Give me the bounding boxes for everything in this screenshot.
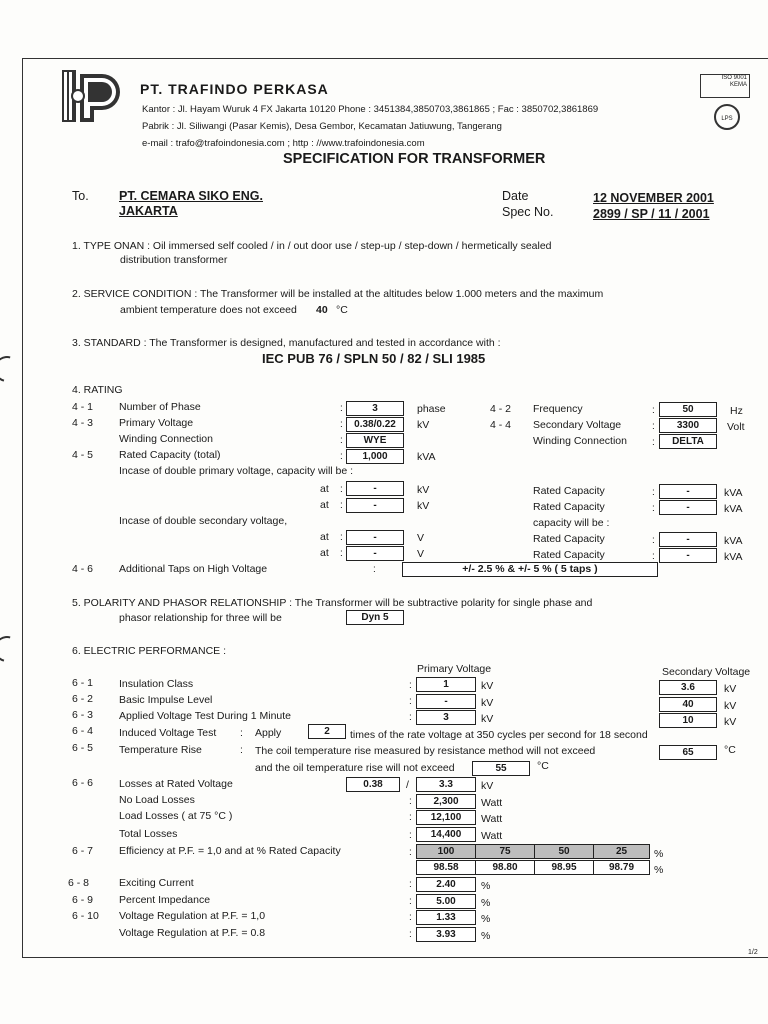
no-load-losses-value: 2,300 [416,794,476,809]
unit: % [481,930,491,942]
capacity-percent: 75 [475,844,535,859]
colon: : [340,403,343,414]
primary-voltage-value: 0.38/0.22 [346,417,404,432]
unit: kV [481,780,494,792]
cert-label: LPS [721,116,733,122]
unit: % [654,864,664,876]
unit: kV [481,697,494,709]
colon: : [409,712,412,723]
row-number: 4 - 1 [72,401,94,413]
spec-label: Spec No. [502,205,554,219]
empty-value: - [659,484,717,499]
colon: : [340,435,343,446]
row-label: Total Losses [119,828,178,840]
unit: Watt [481,830,503,842]
secondary-winding-value: DELTA [659,434,717,449]
unit: V [417,532,425,544]
empty-value: - [659,500,717,515]
row-label: Number of Phase [119,401,201,413]
row-label: Primary Voltage [119,417,194,429]
cert-seal-icon [714,104,740,130]
row-label: Rated Capacity [533,485,605,497]
empty-value: - [346,546,404,561]
losses-lv-value: 0.38 [346,777,400,792]
colon: : [409,847,412,858]
efficiency-value: 98.58 [416,860,476,875]
recipient-name: PT. CEMARA SIKO ENG. [119,189,263,203]
row-label: Frequency [533,403,583,415]
note: Incase of double primary voltage, capacity will be : [119,465,354,477]
cert-badge [700,74,750,98]
polarity-line: 5. POLARITY AND PHASOR RELATIONSHIP : The Transformer will be subtractive polarity for single phase and [72,597,593,609]
row-label: Basic Impulse Level [119,694,213,706]
row-label: Insulation Class [119,678,194,690]
induced-text: times of the rate voltage at 350 cycles per second for 18 second [350,729,648,741]
primary-value: - [416,694,476,709]
unit: % [481,897,491,909]
company-name: PT. TRAFINDO PERKASA [140,81,329,97]
row-number: 4 - 6 [72,563,94,575]
load-losses-value: 12,100 [416,810,476,825]
separator: / [406,779,409,791]
to-label: To. [72,189,89,203]
company-logo [58,66,134,126]
secondary-header: Secondary Voltage [662,666,751,678]
ambient-temp: 40 [316,304,328,316]
recipient-city: JAKARTA [119,204,178,218]
colon: : [409,912,412,923]
type-line-2: distribution transformer [120,254,228,266]
unit: % [481,913,491,925]
unit: kVA [724,503,743,515]
rated-capacity-value: 1,000 [346,449,404,464]
row-number: 6 - 6 [72,777,94,789]
apply-label: Apply [255,727,282,739]
row-label: Temperature Rise [119,744,202,756]
colon: : [340,500,343,511]
colon: : [409,696,412,707]
colon: : [340,419,343,430]
label: at [320,547,329,559]
secondary-value: 3.6 [659,680,717,695]
row-number: 4 - 5 [72,449,94,461]
row-label: Rated Capacity [533,549,605,561]
unit: phase [417,403,446,415]
colon: : [409,879,412,890]
label: at [320,531,329,543]
colon: : [652,503,655,514]
row-number: 6 - 5 [72,742,94,754]
row-label: Percent Impedance [119,894,211,906]
note: Incase of double secondary voltage, [119,515,288,527]
primary-value: 3 [416,710,476,725]
row-number: 6 - 10 [72,910,99,922]
impedance-value: 5.00 [416,894,476,909]
coil-rise-text: The coil temperature rise measured by resistance method will not exceed [255,745,596,757]
total-losses-value: 14,400 [416,827,476,842]
unit: kV [724,700,737,712]
type-line: 1. TYPE ONAN : Oil immersed self cooled / in / out door use / step-up / step-down / hermetically sealed [72,240,552,252]
row-number: 6 - 2 [72,693,94,705]
label: at [320,483,329,495]
row-number: 4 - 2 [490,403,512,415]
unit: kVA [417,451,436,463]
primary-header: Primary Voltage [417,663,492,675]
oil-rise-value: 55 [472,761,530,776]
taps-value: +/- 2.5 % & +/- 5 % ( 5 taps ) [402,562,658,577]
phase-value: 3 [346,401,404,416]
colon: : [652,551,655,562]
primary-winding-value: WYE [346,433,404,448]
colon: : [240,727,243,739]
unit: % [654,848,664,860]
unit: kV [724,683,737,695]
unit: kVA [724,487,743,499]
row-label: Efficiency at P.F. = 1,0 and at % Rated Capacity [119,845,341,857]
factory-address: Pabrik : Jl. Siliwangi (Pasar Kemis), Desa Gembor, Kecamatan Jatiuwung, Tangerang [142,121,502,132]
coil-rise-value: 65 [659,745,717,760]
row-label: Load Losses ( at 75 °C ) [119,810,233,822]
document-title: SPECIFICATION FOR TRANSFORMER [283,151,546,167]
colon: : [373,564,376,575]
colon: : [652,405,655,416]
date-label: Date [502,189,529,203]
note: capacity will be : [533,517,610,529]
date-value: 12 NOVEMBER 2001 [593,191,714,205]
secondary-value: 40 [659,697,717,712]
unit: % [481,880,491,892]
empty-value: - [346,530,404,545]
row-label: Rated Capacity [533,501,605,513]
row-label: Induced Voltage Test [119,727,217,739]
row-number: 4 - 4 [490,419,512,431]
empty-value: - [346,498,404,513]
row-label: Additional Taps on High Voltage [119,563,268,575]
row-label: No Load Losses [119,794,195,806]
unit: kV [417,500,430,512]
colon: : [652,487,655,498]
colon: : [409,896,412,907]
secondary-voltage-value: 3300 [659,418,717,433]
unit: kV [481,713,494,725]
colon: : [409,929,412,940]
efficiency-value: 98.79 [593,860,650,875]
empty-value: - [659,532,717,547]
capacity-percent: 50 [534,844,594,859]
colon: : [340,484,343,495]
efficiency-value: 98.95 [534,860,594,875]
row-label: Secondary Voltage [533,419,622,431]
unit: Volt [727,421,745,433]
unit: V [417,548,425,560]
performance-title: 6. ELECTRIC PERFORMANCE : [72,645,227,657]
row-number: 4 - 3 [72,417,94,429]
colon: : [409,830,412,841]
unit: Watt [481,797,503,809]
empty-value: - [659,548,717,563]
temp-unit: °C [336,304,348,316]
row-number: 6 - 8 [68,877,90,889]
unit: kV [417,419,430,431]
standard-value: IEC PUB 76 / SPLN 50 / 82 / SLI 1985 [262,351,486,366]
contact-email: e-mail : trafo@trafoindonesia.com ; http : //www.trafoindonesia.com [142,138,425,149]
row-label: Exciting Current [119,877,194,889]
service-line: 2. SERVICE CONDITION : The Transformer will be installed at the altitudes below 1.000 meters and the maximum [72,288,604,300]
unit: Hz [730,405,743,417]
row-label: Rated Capacity (total) [119,449,221,461]
office-address: Kantor : Jl. Hayam Wuruk 4 FX Jakarta 10120 Phone : 3451384,3850703,3861865 ; Fac : 3850702,3861869 [142,104,599,115]
unit: kV [417,484,430,496]
colon: : [240,744,243,756]
label: at [320,499,329,511]
regulation-pf08-value: 3.93 [416,927,476,942]
row-number: 6 - 7 [72,845,94,857]
colon: : [652,421,655,432]
colon: : [652,535,655,546]
regulation-pf1-value: 1.33 [416,910,476,925]
unit: kVA [724,551,743,563]
row-label: Winding Connection [119,433,213,445]
secondary-value: 10 [659,713,717,728]
row-number: 6 - 4 [72,725,94,737]
induced-times-value: 2 [308,724,346,739]
row-label: Applied Voltage Test During 1 Minute [119,710,291,722]
cert-label: KEMA [729,82,747,88]
primary-value: 1 [416,677,476,692]
polarity-line-2: phasor relationship for three will be [119,612,282,624]
vector-group-value: Dyn 5 [346,610,404,625]
row-label: Voltage Regulation at P.F. = 1,0 [119,910,266,922]
colon: : [409,680,412,691]
capacity-percent: 25 [593,844,650,859]
colon: : [340,548,343,559]
unit: °C [537,760,549,772]
cert-label: ISO 9001 [721,75,747,81]
spec-value: 2899 / SP / 11 / 2001 [593,207,710,221]
row-number: 6 - 9 [72,894,94,906]
unit: °C [724,744,736,756]
unit: kV [481,680,494,692]
empty-value: - [346,481,404,496]
colon: : [409,812,412,823]
capacity-percent: 100 [416,844,476,859]
row-number: 6 - 3 [72,709,94,721]
colon: : [409,796,412,807]
row-label: Rated Capacity [533,533,605,545]
row-label: Losses at Rated Voltage [119,778,233,790]
row-label: Winding Connection [533,435,627,447]
colon: : [652,437,655,448]
frequency-value: 50 [659,402,717,417]
standard-line: 3. STANDARD : The Transformer is designed, manufactured and tested in accordance with : [72,337,501,349]
service-line-2: ambient temperature does not exceed [120,304,297,316]
efficiency-value: 98.80 [475,860,535,875]
rating-title: 4. RATING [72,384,123,396]
row-number: 6 - 1 [72,677,94,689]
unit: kV [724,716,737,728]
exciting-current-value: 2.40 [416,877,476,892]
unit: Watt [481,813,503,825]
oil-rise-text: and the oil temperature rise will not exceed [255,762,455,774]
page-number: 1/2 [748,949,758,956]
colon: : [340,451,343,462]
colon: : [340,532,343,543]
row-label: Voltage Regulation at P.F. = 0.8 [119,927,266,939]
losses-hv-value: 3.3 [416,777,476,792]
unit: kVA [724,535,743,547]
